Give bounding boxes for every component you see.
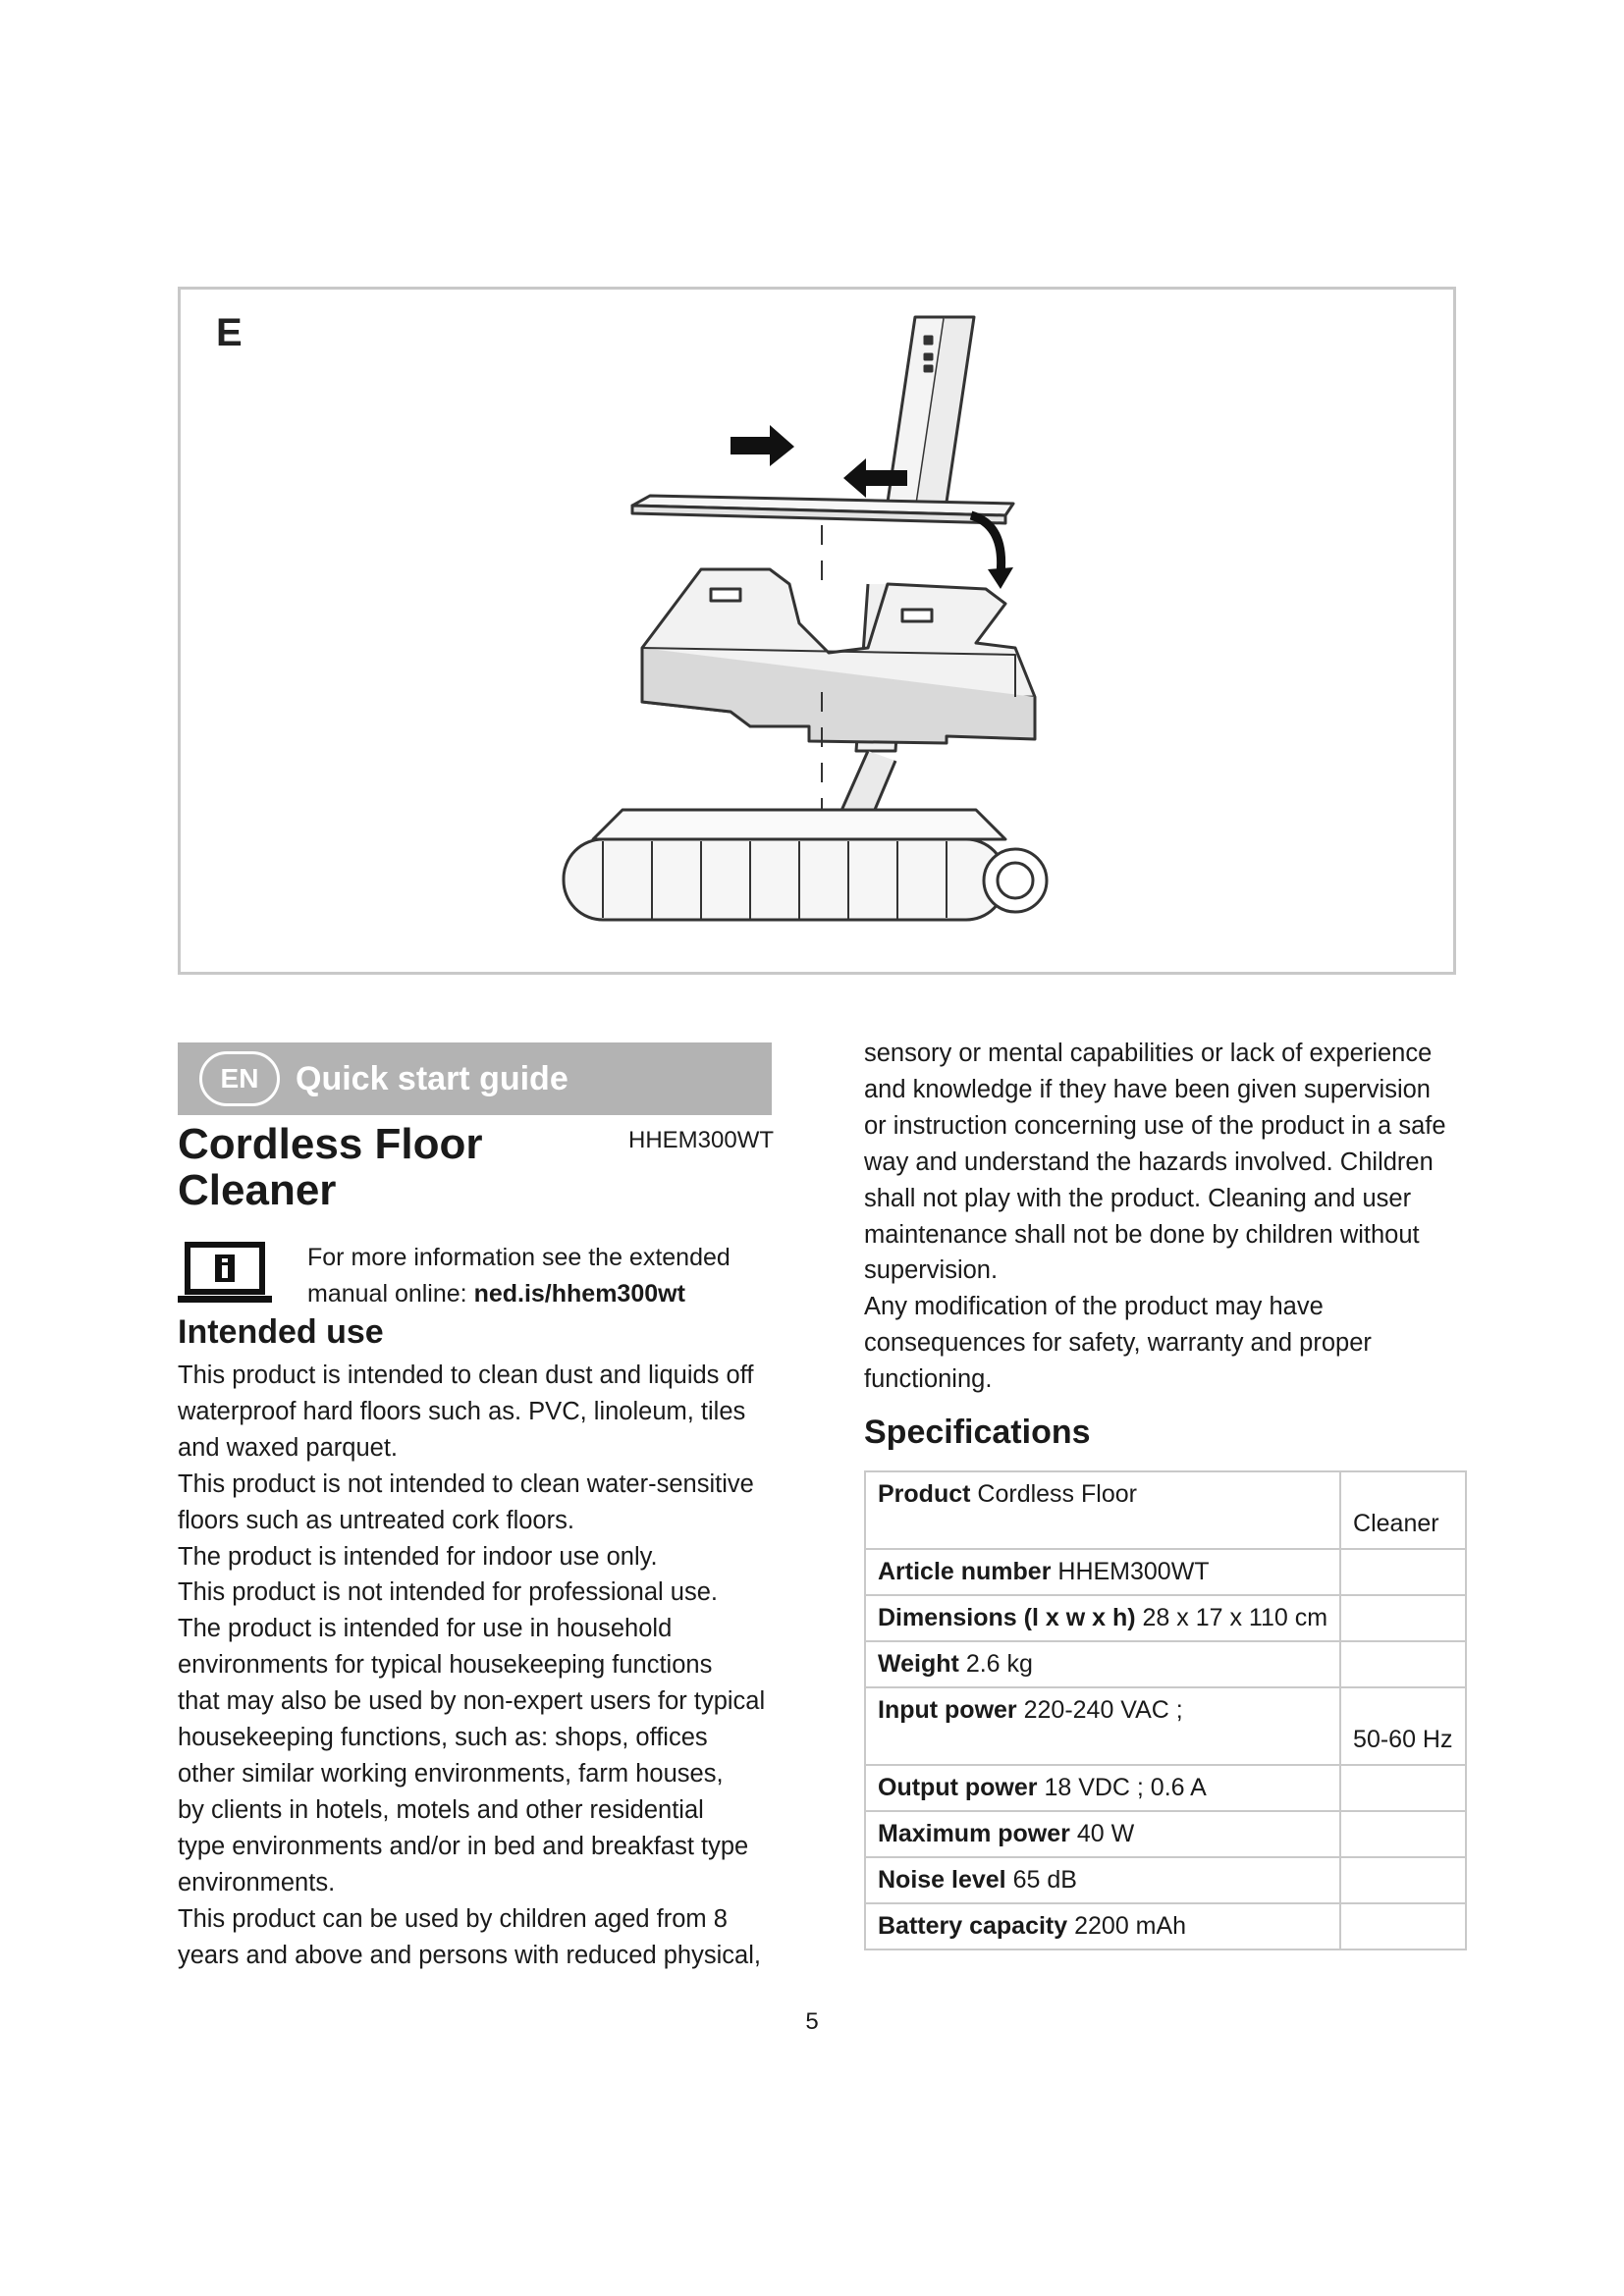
spec-cell	[1340, 1687, 1465, 1765]
text-line: that may also be used by non-expert users for typical	[178, 1687, 766, 1716]
intended-use-body	[178, 1358, 786, 1973]
banner-title: Quick start guide	[296, 1059, 568, 1097]
spec-row	[865, 1857, 1466, 1903]
intended-use-continued	[864, 1036, 1473, 1398]
spec-label: Noise level	[878, 1866, 1006, 1894]
spec-row	[865, 1595, 1466, 1641]
spec-cell	[1340, 1641, 1465, 1687]
spec-label: Product	[878, 1480, 971, 1508]
spec-label: Battery capacity	[878, 1912, 1068, 1940]
text-line: Any modification of the product may have	[864, 1293, 1324, 1321]
text-line: consequences for safety, warranty and proper	[864, 1329, 1372, 1358]
product-title: Cordless Floor Cleaner	[178, 1120, 483, 1214]
spec-cell	[865, 1471, 1340, 1549]
text-line: environments for typical housekeeping functions	[178, 1651, 713, 1680]
text-line: This product can be used by children aged from 8	[178, 1904, 728, 1933]
info-text: For more information see the extended manual online:	[307, 1244, 731, 1308]
text-line: environments.	[178, 1868, 336, 1896]
spec-cell	[865, 1903, 1340, 1949]
text-line: floors such as untreated cork floors.	[178, 1506, 574, 1534]
spec-value: 220-240 VAC ;	[1023, 1696, 1183, 1724]
manual-url-link[interactable]: ned.is/hhem300wt	[473, 1280, 685, 1308]
spec-value: 2200 mAh	[1074, 1912, 1187, 1940]
text-line: functioning.	[864, 1365, 993, 1394]
text-line: This product is not intended for professional use.	[178, 1578, 718, 1607]
spec-row	[865, 1687, 1466, 1765]
spec-value: 28 x 17 x 110 cm	[1142, 1604, 1328, 1631]
spec-value: 65 dB	[1012, 1866, 1077, 1894]
spec-value: HHEM300WT	[1057, 1558, 1210, 1585]
text-line: housekeeping functions, such as: shops, offices	[178, 1724, 708, 1752]
figure-label: E	[216, 311, 243, 354]
figure-e	[178, 287, 1456, 975]
spec-value: 40 W	[1076, 1820, 1135, 1847]
spec-value: 2.6 kg	[965, 1650, 1033, 1678]
spec-cell	[1340, 1903, 1465, 1949]
text-line: The product is intended for use in household	[178, 1615, 673, 1643]
spec-cell	[1340, 1857, 1465, 1903]
spec-cell	[865, 1549, 1340, 1595]
spec-value: Cordless Floor	[977, 1480, 1137, 1508]
floor-cleaner-illustration	[181, 290, 1453, 972]
spec-label: Article number	[878, 1558, 1052, 1585]
text-line: by clients in hotels, motels and other residential	[178, 1795, 704, 1824]
spec-cell	[865, 1857, 1340, 1903]
spec-cell	[865, 1811, 1340, 1857]
text-line: and knowledge if they have been given supervision	[864, 1075, 1431, 1103]
specifications-heading: Specifications	[864, 1414, 1091, 1451]
spec-label: Weight	[878, 1650, 959, 1678]
text-line: type environments and/or in bed and breakfast type	[178, 1832, 749, 1860]
text-line: supervision.	[864, 1256, 999, 1285]
text-line: years and above and persons with reduced physical,	[178, 1941, 761, 1969]
text-line: sensory or mental capabilities or lack of experience	[864, 1040, 1433, 1067]
manual-link-text	[307, 1240, 779, 1312]
page-number: 5	[805, 2008, 819, 2035]
spec-row	[865, 1811, 1466, 1857]
text-line: shall not play with the product. Cleaning and user	[864, 1184, 1412, 1212]
spec-cell	[865, 1641, 1340, 1687]
text-line: way and understand the hazards involved. Children	[864, 1148, 1434, 1176]
spec-cell	[865, 1765, 1340, 1811]
spec-label: Maximum power	[878, 1820, 1070, 1847]
spec-row	[865, 1641, 1466, 1687]
spec-cell	[865, 1687, 1340, 1765]
model-code: HHEM300WT	[628, 1127, 775, 1153]
spec-value: 18 VDC ; 0.6 A	[1044, 1774, 1207, 1801]
spec-cell	[1340, 1765, 1465, 1811]
spec-row	[865, 1549, 1466, 1595]
text-line: other similar working environments, farm houses,	[178, 1759, 724, 1788]
spec-row	[865, 1765, 1466, 1811]
spec-cell	[1340, 1811, 1465, 1857]
spec-cell	[1340, 1549, 1465, 1595]
intended-use-heading: Intended use	[178, 1313, 384, 1351]
spec-row	[865, 1471, 1466, 1549]
spec-value-2: 50-60 Hz	[1353, 1726, 1453, 1753]
spec-label: Dimensions (l x w x h)	[878, 1604, 1136, 1631]
spec-cell	[1340, 1595, 1465, 1641]
spec-label: Output power	[878, 1774, 1038, 1801]
spec-cell	[865, 1595, 1340, 1641]
text-line: This product is intended to clean dust and liquids off	[178, 1362, 754, 1389]
text-line: and waxed parquet.	[178, 1433, 398, 1462]
text-line: or instruction concerning use of the product in a safe	[864, 1111, 1446, 1140]
spec-value-2: Cleaner	[1353, 1510, 1439, 1537]
specifications-table	[864, 1470, 1467, 1950]
text-line: This product is not intended to clean water-sensitive	[178, 1469, 754, 1498]
text-line: waterproof hard floors such as. PVC, linoleum, tiles	[178, 1397, 746, 1425]
language-badge: EN	[199, 1051, 280, 1106]
spec-cell	[1340, 1471, 1465, 1549]
text-line: maintenance shall not be done by children without	[864, 1220, 1420, 1249]
text-line: The product is intended for indoor use only.	[178, 1542, 658, 1571]
laptop-info-icon	[178, 1241, 272, 1306]
spec-row	[865, 1903, 1466, 1949]
spec-label: Input power	[878, 1696, 1017, 1724]
quick-start-banner	[178, 1042, 772, 1115]
